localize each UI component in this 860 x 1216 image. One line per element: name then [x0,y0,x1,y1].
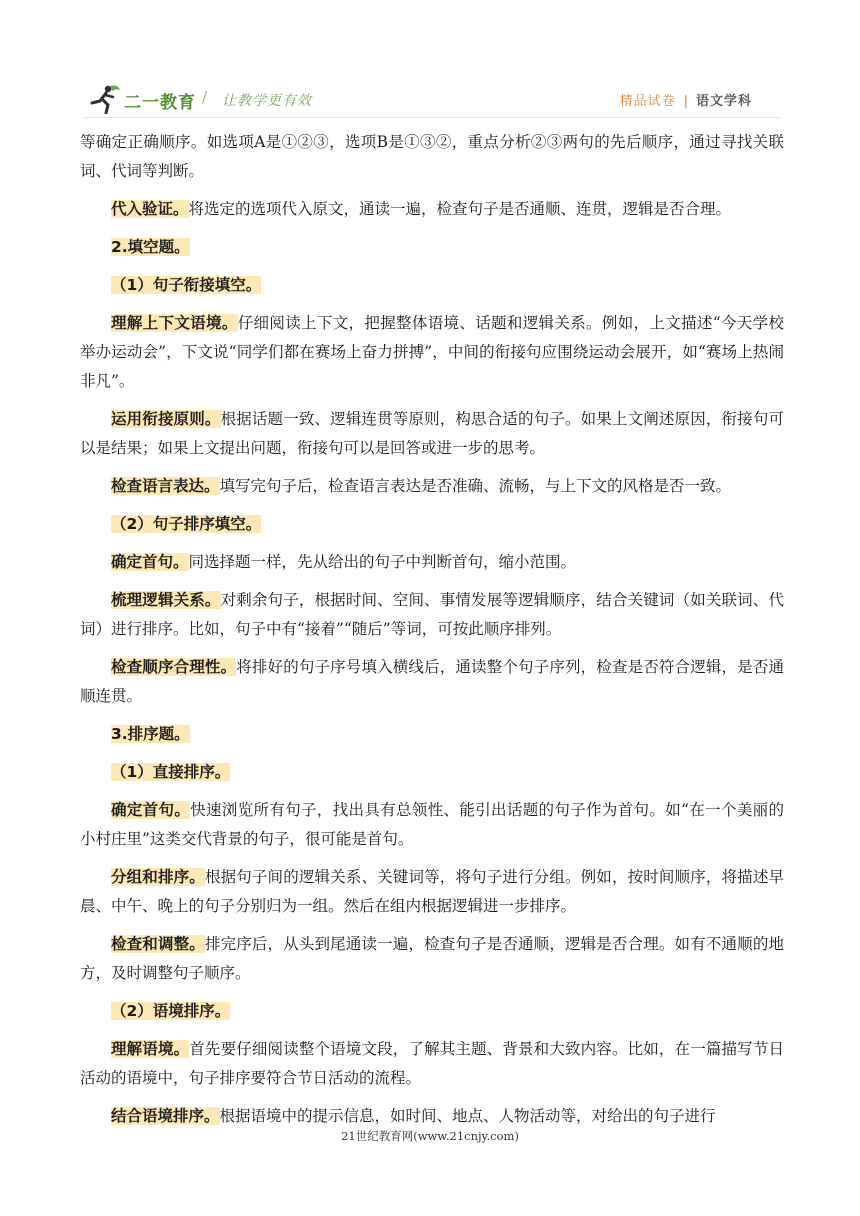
paragraph [80,720,784,749]
paragraph-heading: 理解语境。 [111,1040,190,1058]
paragraph [80,405,784,463]
paragraph-text: 等确定正确顺序。如选项A是①②③，选项B是①③②，重点分析②③两句的先后顺序，通过寻找关联词、代词等判断。 [80,133,784,180]
paragraph-heading: 确定首句。 [111,801,191,819]
header-divider [82,117,782,118]
paragraph-heading: 检查顺序合理性。 [111,658,237,676]
paragraph-heading: 3.排序题。 [111,725,190,743]
paragraph [80,472,784,501]
paragraph [80,997,784,1026]
document-body [80,128,784,1140]
paragraph [80,510,784,539]
page-footer: 21世纪教育网(www.21cnjy.com) [341,1129,519,1143]
paragraph [80,309,784,396]
paragraph-text: 首先要仔细阅读整个语境文段，了解其主题、背景和大致内容。比如，在一篇描写节日活动的语境中，句子排序要符合节日活动的流程。 [80,1040,784,1087]
page-header [82,82,782,116]
paragraph-heading: 检查语言表达。 [111,477,220,495]
paragraph [80,930,784,988]
paragraph-heading: 结合语境排序。 [111,1107,220,1125]
paragraph-heading: 代入验证。 [111,200,189,218]
paragraph-heading: 理解上下文语境。 [111,314,238,332]
paragraph-text: 填写完句子后，检查语言表达是否准确、流畅，与上下文的风格是否一致。 [219,477,732,495]
paragraph-text: 根据话题一致、逻辑连贯等原则，构思合适的句子。如果上文阐述原因，衔接句可以是结果；如果上文提出问题，衔接句可以是回答或进一步的思考。 [80,410,784,457]
paragraph [80,1035,784,1093]
paragraph [80,863,784,921]
paragraph [80,1102,784,1131]
paragraph [80,796,784,854]
logo-divider: / [202,88,208,106]
paragraph-heading: 检查和调整。 [111,935,205,953]
paragraph-text: 对剩余句子，根据时间、空间、事情发展等逻辑顺序，结合关键词（如关联词、代词）进行排序。比如，句子中有“接着”“随后”等词，可按此顺序排列。 [80,591,784,638]
paragraph [80,195,784,224]
header-tags [620,90,752,109]
paragraph-heading: （1）句子衔接填空。 [111,276,262,294]
paragraph [80,548,784,577]
paragraph-text: 根据语境中的提示信息，如时间、地点、人物活动等，对给出的句子进行 [219,1107,716,1125]
paragraph-heading: 确定首句。 [111,553,189,571]
logo-text: 二一教育 [124,93,196,113]
header-tag: 精品试卷 [619,94,676,109]
header-subject: 语文学科 [695,94,752,109]
header-separator: | [683,94,688,109]
paragraph-text: 同选择题一样，先从给出的句子中判断首句，缩小范围。 [188,553,577,571]
paragraph-heading: 分组和排序。 [111,868,205,886]
paragraph-heading: （2）句子排序填空。 [111,515,262,533]
logo-slogan: 让教学更有效 [222,93,312,109]
paragraph [80,271,784,300]
runner-logo-icon [86,84,122,114]
paragraph-heading: 2.填空题。 [111,238,190,256]
paragraph-heading: 梳理逻辑关系。 [111,591,221,609]
paragraph-text: 将排好的句子序号填入横线后，通读整个句子序列，检查是否符合逻辑，是否通顺连贯。 [80,658,784,705]
paragraph-heading: （2）语境排序。 [111,1002,231,1020]
paragraph-text: 快速浏览所有句子，找出具有总领性、能引出话题的句子作为首句。如“在一个美丽的小村庄里”这类交代背景的句子，很可能是首句。 [80,801,784,848]
paragraph-text: 排完序后，从头到尾通读一遍，检查句子是否通顺，逻辑是否合理。如有不通顺的地方，及时调整句子顺序。 [80,935,784,982]
paragraph-text: 将选定的选项代入原文，通读一遍，检查句子是否通顺、连贯，逻辑是否合理。 [188,200,732,218]
paragraph-text: 仔细阅读上下文，把握整体语境、话题和逻辑关系。例如，上文描述“今天学校举办运动会”，下文说“同学们都在赛场上奋力拼搏”，中间的衔接句应围绕运动会展开，如“赛场上热闹非凡”。 [80,314,784,390]
paragraph-heading: 运用衔接原则。 [111,410,221,428]
paragraph [80,233,784,262]
paragraph [80,128,784,186]
paragraph [80,653,784,711]
paragraph [80,758,784,787]
paragraph-text: 根据句子间的逻辑关系、关键词等，将句子进行分组。例如，按时间顺序，将描述早晨、中午、晚上的句子分别归为一组。然后在组内根据逻辑进一步排序。 [80,868,784,915]
paragraph [80,586,784,644]
paragraph-heading: （1）直接排序。 [111,763,231,781]
